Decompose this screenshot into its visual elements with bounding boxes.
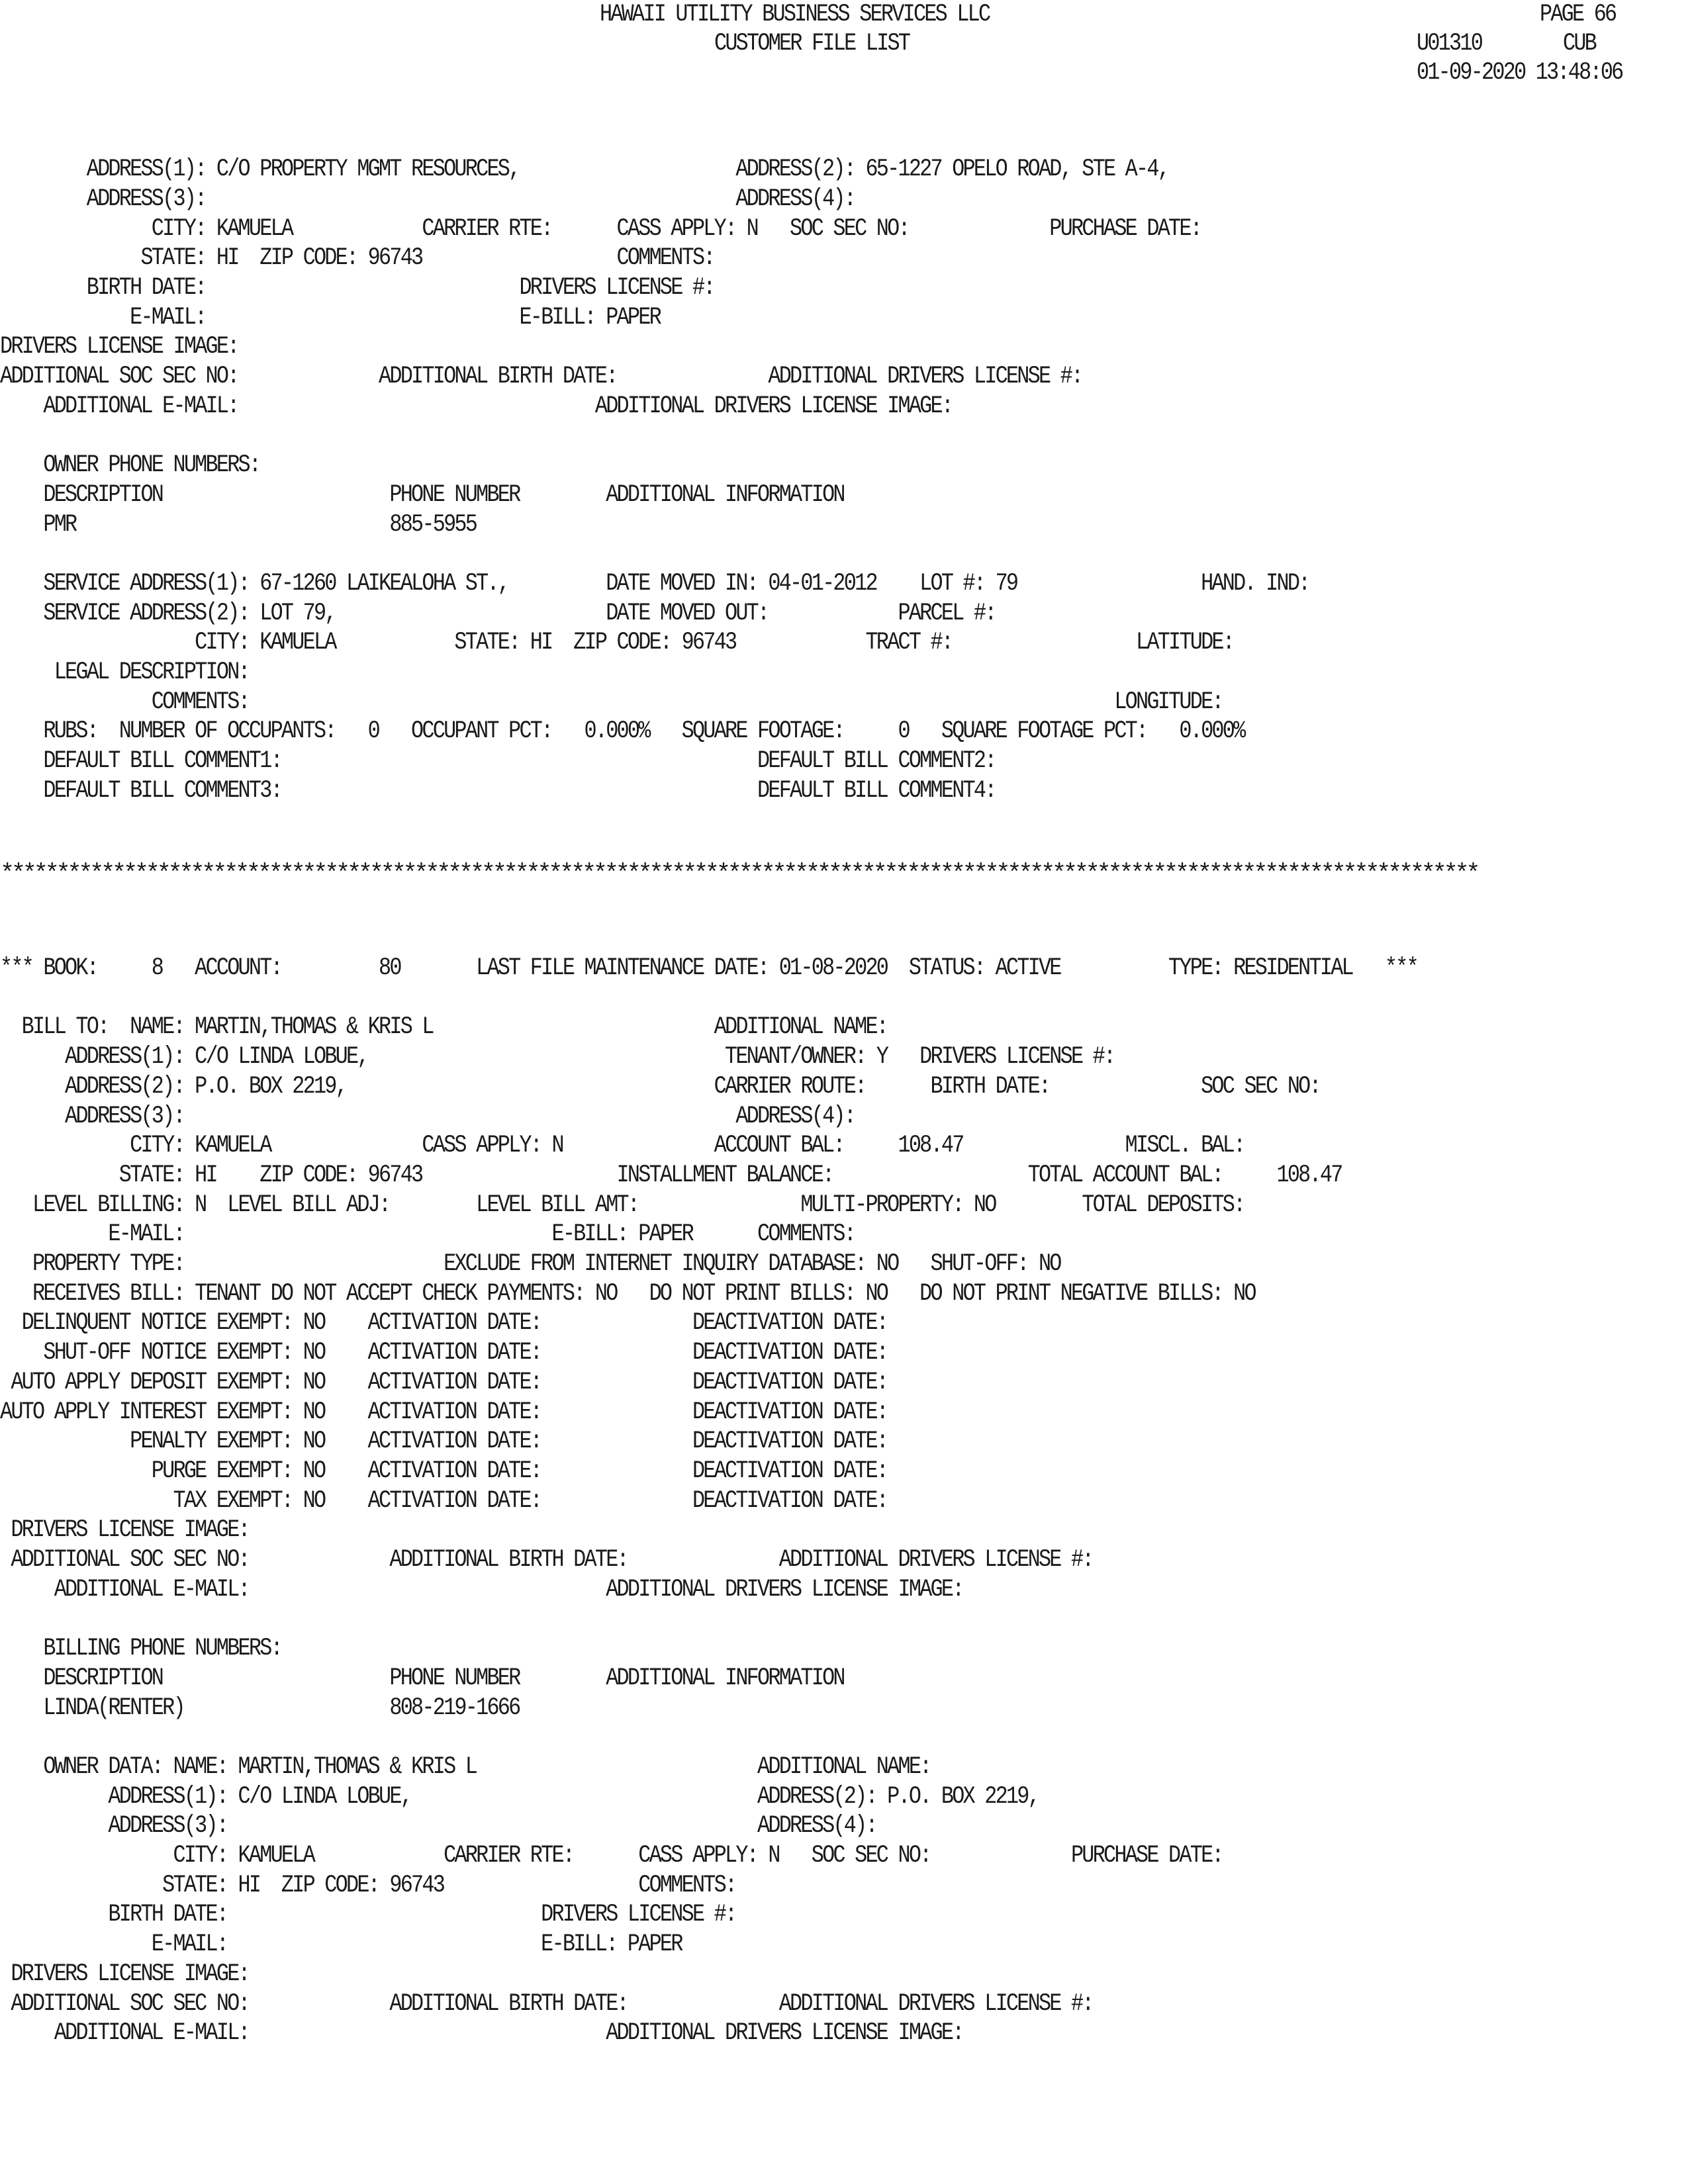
report-line: LEGAL DESCRIPTION: — [0, 659, 249, 686]
report-line: LEVEL BILLING: N LEVEL BILL ADJ: LEVEL BILL AMT: MULTI-PROPERTY: NO TOTAL DEPOSITS: — [0, 1191, 1244, 1219]
report-line: SHUT-OFF NOTICE EXEMPT: NO ACTIVATION DATE: DEACTIVATION DATE: — [0, 1339, 888, 1367]
report-line: SERVICE ADDRESS(2): LOT 79, DATE MOVED OUT: PARCEL #: — [0, 600, 996, 627]
report-line: CITY: KAMUELA CARRIER RTE: CASS APPLY: N SOC SEC NO: PURCHASE DATE: — [0, 1842, 1223, 1870]
report-line: PMR 885-5955 — [0, 511, 477, 539]
report-line: ADDRESS(1): C/O PROPERTY MGMT RESOURCES, ADDRESS(2): 65-1227 OPELO ROAD, STE A-4, — [0, 156, 1169, 183]
report-line: OWNER PHONE NUMBERS: — [0, 451, 260, 479]
report-line: DRIVERS LICENSE IMAGE: — [0, 333, 238, 361]
report-line: CITY: KAMUELA CASS APPLY: N ACCOUNT BAL: 108.47 MISCL. BAL: — [0, 1132, 1244, 1160]
report-line: ADDITIONAL SOC SEC NO: ADDITIONAL BIRTH DATE: ADDITIONAL DRIVERS LICENSE #: — [0, 1990, 1093, 2018]
report-line: STATE: HI ZIP CODE: 96743 COMMENTS: — [0, 244, 714, 272]
report-line: STATE: HI ZIP CODE: 96743 COMMENTS: — [0, 1872, 736, 1899]
report-line: E-MAIL: E-BILL: PAPER COMMENTS: — [0, 1220, 855, 1248]
report-line: E-MAIL: E-BILL: PAPER — [0, 304, 660, 332]
report-id: U01310 — [1417, 30, 1482, 58]
report-line: STATE: HI ZIP CODE: 96743 INSTALLMENT BALANCE: TOTAL ACCOUNT BAL: 108.47 — [0, 1161, 1342, 1189]
report-line: ADDRESS(2): P.O. BOX 2219, CARRIER ROUTE: BIRTH DATE: SOC SEC NO: — [0, 1073, 1320, 1101]
record-separator: ************************************************************************************************************************************ — [0, 860, 1477, 888]
report-line: DELINQUENT NOTICE EXEMPT: NO ACTIVATION DATE: DEACTIVATION DATE: — [0, 1309, 888, 1337]
report-line: SERVICE ADDRESS(1): 67-1260 LAIKEALOHA ST., DATE MOVED IN: 04-01-2012 LOT #: 79 HAND. IND: — [0, 570, 1309, 598]
report-company-name: HAWAII UTILITY BUSINESS SERVICES LLC — [600, 1, 990, 28]
report-line: DESCRIPTION PHONE NUMBER ADDITIONAL INFORMATION — [0, 481, 844, 509]
report-line: CITY: KAMUELA CARRIER RTE: CASS APPLY: N SOC SEC NO: PURCHASE DATE: — [0, 215, 1201, 243]
report-title: CUSTOMER FILE LIST — [714, 30, 910, 58]
report-line: DEFAULT BILL COMMENT1: DEFAULT BILL COMMENT2: — [0, 747, 996, 775]
report-line: OWNER DATA: NAME: MARTIN,THOMAS & KRIS L ADDITIONAL NAME: — [0, 1753, 931, 1781]
report-line: COMMENTS: LONGITUDE: — [0, 688, 1223, 716]
report-line: ADDITIONAL E-MAIL: ADDITIONAL DRIVERS LICENSE IMAGE: — [0, 1576, 963, 1604]
report-line: BILLING PHONE NUMBERS: — [0, 1635, 281, 1662]
report-run-datetime: 01-09-2020 13:48:06 — [1417, 59, 1622, 87]
report-line: DESCRIPTION PHONE NUMBER ADDITIONAL INFORMATION — [0, 1664, 844, 1692]
report-line: ADDRESS(3): ADDRESS(4): — [0, 185, 855, 213]
report-line: AUTO APPLY DEPOSIT EXEMPT: NO ACTIVATION DATE: DEACTIVATION DATE: — [0, 1369, 888, 1396]
page-number: PAGE 66 — [1540, 1, 1616, 28]
report-line: CITY: KAMUELA STATE: HI ZIP CODE: 96743 TRACT #: LATITUDE: — [0, 629, 1234, 657]
report-line: E-MAIL: E-BILL: PAPER — [0, 1931, 682, 1958]
report-line: DRIVERS LICENSE IMAGE: — [0, 1516, 249, 1544]
report-line: ADDITIONAL E-MAIL: ADDITIONAL DRIVERS LICENSE IMAGE: — [0, 392, 953, 420]
report-line: ADDRESS(3): ADDRESS(4): — [0, 1812, 876, 1840]
report-line: ADDITIONAL SOC SEC NO: ADDITIONAL BIRTH DATE: ADDITIONAL DRIVERS LICENSE #: — [0, 363, 1082, 390]
report-module: CUB — [1563, 30, 1596, 58]
report-line: DEFAULT BILL COMMENT3: DEFAULT BILL COMMENT4: — [0, 777, 996, 805]
report-line: ADDITIONAL SOC SEC NO: ADDITIONAL BIRTH DATE: ADDITIONAL DRIVERS LICENSE #: — [0, 1546, 1093, 1574]
report-line: ADDRESS(1): C/O LINDA LOBUE, ADDRESS(2): P.O. BOX 2219, — [0, 1783, 1039, 1811]
report-line: RECEIVES BILL: TENANT DO NOT ACCEPT CHECK PAYMENTS: NO DO NOT PRINT BILLS: NO DO NOT PRINT NEGATIVE BILLS: NO — [0, 1280, 1255, 1308]
report-line: BILL TO: NAME: MARTIN,THOMAS & KRIS L ADDITIONAL NAME: — [0, 1013, 888, 1041]
report-line: PROPERTY TYPE: EXCLUDE FROM INTERNET INQUIRY DATABASE: NO SHUT-OFF: NO — [0, 1250, 1060, 1278]
report-line: BIRTH DATE: DRIVERS LICENSE #: — [0, 274, 714, 302]
report-line: LINDA(RENTER) 808-219-1666 — [0, 1694, 520, 1722]
report-line: TAX EXEMPT: NO ACTIVATION DATE: DEACTIVATION DATE: — [0, 1487, 888, 1515]
report-line: ADDRESS(1): C/O LINDA LOBUE, TENANT/OWNER: Y DRIVERS LICENSE #: — [0, 1043, 1115, 1071]
report-line: DRIVERS LICENSE IMAGE: — [0, 1960, 249, 1988]
report-line: PURGE EXEMPT: NO ACTIVATION DATE: DEACTIVATION DATE: — [0, 1457, 888, 1485]
report-line: ADDRESS(3): ADDRESS(4): — [0, 1103, 855, 1130]
report-line: AUTO APPLY INTEREST EXEMPT: NO ACTIVATION DATE: DEACTIVATION DATE: — [0, 1398, 888, 1426]
report-line: RUBS: NUMBER OF OCCUPANTS: 0 OCCUPANT PCT: 0.000% SQUARE FOOTAGE: 0 SQUARE FOOTAGE PCT: 0.000% — [0, 717, 1244, 745]
report-line: PENALTY EXEMPT: NO ACTIVATION DATE: DEACTIVATION DATE: — [0, 1428, 888, 1455]
report-line: BIRTH DATE: DRIVERS LICENSE #: — [0, 1901, 736, 1929]
report-line: *** BOOK: 8 ACCOUNT: 80 LAST FILE MAINTENANCE DATE: 01-08-2020 STATUS: ACTIVE TYPE: RESIDENTIAL *** — [0, 954, 1417, 982]
report-line: ADDITIONAL E-MAIL: ADDITIONAL DRIVERS LICENSE IMAGE: — [0, 2019, 963, 2047]
